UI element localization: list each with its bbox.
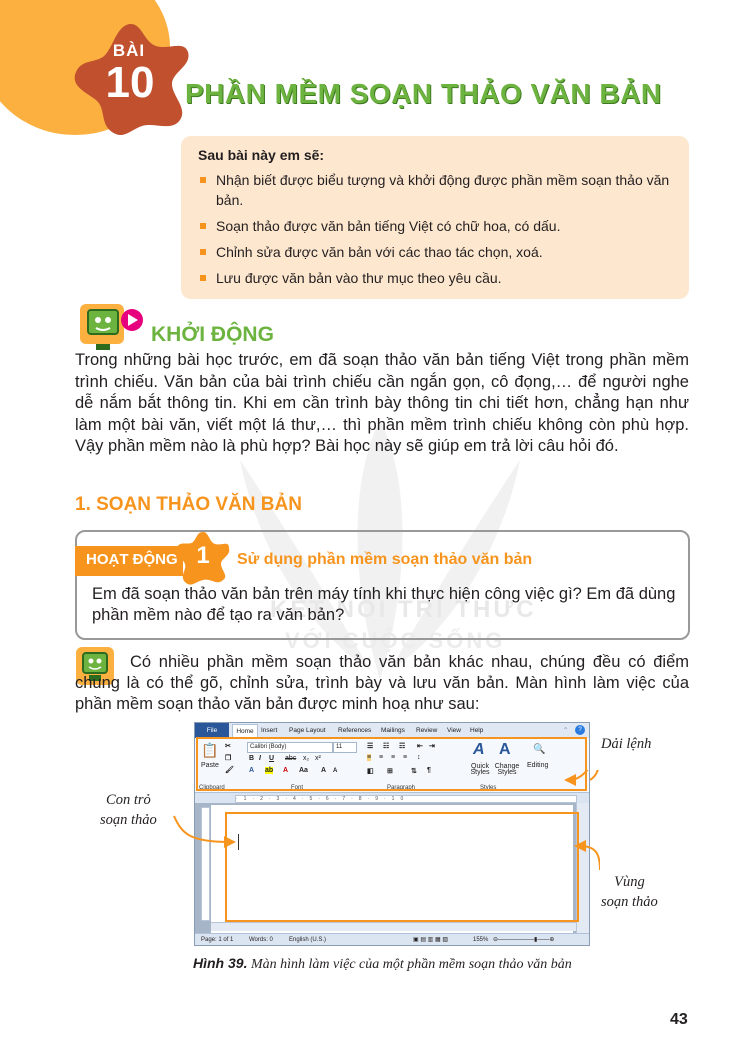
callout-area-line2: soạn thảo (601, 894, 658, 910)
group-paragraph: Paragraph (387, 785, 416, 791)
highlight-button[interactable]: ab (265, 767, 274, 774)
copy-icon[interactable]: ❐ (225, 755, 232, 762)
sort-button[interactable]: ⇅ (411, 768, 417, 775)
cut-icon[interactable]: ✂ (225, 743, 231, 750)
binoculars-icon[interactable]: 🔍 (533, 744, 546, 755)
superscript-button[interactable]: x² (315, 755, 321, 762)
caption-label: Hình 39. (193, 955, 248, 971)
shrink-font-button[interactable]: A (333, 768, 338, 774)
tab-home[interactable]: Home (232, 724, 258, 739)
line-spacing-button[interactable]: ↕ (417, 754, 421, 761)
page-number: 43 (670, 1011, 688, 1028)
decrease-indent-button[interactable]: ⇤ (417, 743, 423, 750)
objectives-heading: Sau bài này em sẽ: (198, 147, 325, 163)
quick-styles-button[interactable]: Quick Styles (470, 763, 490, 776)
view-buttons[interactable]: ▣ ▤ ▥ ▦ ▧ (413, 937, 449, 943)
strikethrough-button[interactable]: abc (285, 755, 297, 762)
callout-ribbon: Dải lệnh (601, 736, 652, 752)
paste-button[interactable]: Paste (201, 762, 219, 769)
callout-arrows (160, 770, 600, 890)
bold-button[interactable]: B (249, 755, 255, 762)
tab-file[interactable]: File (195, 723, 229, 738)
tab-help[interactable]: Help (470, 727, 484, 734)
objective-item: Soạn thảo được văn bản tiếng Việt có chữ hoa, có dấu. (198, 216, 678, 236)
caption-text: Màn hình làm việc của một phần mềm soạn thảo văn bản (247, 957, 572, 972)
ruler-scale: ·1·2·3·4·5·6·7·8·9·10 (235, 795, 577, 803)
text-effects-button[interactable]: A (249, 767, 255, 774)
callout-area-line1: Vùng (614, 874, 645, 890)
tab-page-layout[interactable]: Page Layout (289, 727, 326, 734)
intro-paragraph: Có nhiều phần mềm soạn thảo văn bản khác nhau, chúng đều có điểm chung là có thể gõ, chỉnh sửa, trình bày và lưu văn bản. Màn hình làm việc của phần mềm soạn thảo văn bản được minh hoạ như sau: (75, 653, 689, 713)
group-clipboard: Clipboard (199, 785, 225, 791)
justify-button[interactable]: ≡ (403, 754, 408, 761)
font-color-button[interactable]: A (283, 767, 289, 774)
bullets-button[interactable]: ☰ (367, 743, 374, 750)
tab-review[interactable]: Review (416, 727, 438, 734)
italic-button[interactable]: I (259, 755, 261, 762)
activity-title: Sử dụng phần mềm soạn thảo văn bản (237, 551, 533, 568)
format-painter-icon[interactable]: 🖌 (225, 767, 234, 774)
group-font: Font (291, 785, 304, 791)
font-name-select[interactable]: Calibri (Body) (247, 742, 333, 753)
figure-caption (193, 955, 653, 973)
lesson-number: 10 (105, 58, 155, 107)
borders-button[interactable]: ⊞ (387, 768, 393, 775)
horizontal-scrollbar[interactable] (211, 922, 576, 931)
status-bar (195, 933, 589, 946)
align-center-button[interactable]: ≡ (379, 754, 384, 761)
activity-number: 1 (196, 542, 210, 569)
font-size-select[interactable]: 11 (333, 742, 357, 753)
change-case-button[interactable]: Aa (299, 767, 308, 774)
callout-cursor-line2: soạn thảo (100, 812, 157, 828)
computer-mascot-icon (78, 300, 150, 354)
tab-mailings[interactable]: Mailings (381, 727, 405, 734)
minimize-ribbon-icon[interactable]: ⌃ (563, 727, 569, 734)
watermark-text: KẾT NỐI TRI THỨC (270, 596, 537, 623)
numbering-button[interactable]: ☷ (383, 743, 390, 750)
tab-view[interactable]: View (447, 727, 461, 734)
objective-item: Lưu được văn bản vào thư mục theo yêu cầu. (198, 268, 678, 288)
align-right-button[interactable]: ≡ (391, 754, 396, 761)
tab-insert[interactable]: Insert (261, 727, 278, 734)
paste-icon[interactable]: 📋 (201, 742, 219, 758)
change-styles-icon[interactable]: A (499, 741, 511, 758)
objective-item: Chỉnh sửa được văn bản với các thao tác chọn, xoá. (198, 242, 678, 262)
status-words: Words: 0 (249, 937, 273, 943)
grow-font-button[interactable]: A (321, 767, 327, 774)
zoom-slider[interactable]: ⊖——————▮——⊕ (493, 937, 555, 943)
objective-item: Nhận biết được biểu tượng và khởi động được phần mềm soạn thảo văn bản. (198, 170, 678, 210)
quick-styles-icon[interactable]: A (473, 741, 485, 758)
change-styles-button[interactable]: Change Styles (494, 763, 520, 776)
ribbon-tab-bar (195, 723, 589, 738)
activity-label: HOẠT ĐỘNG (86, 551, 178, 568)
lesson-label: BÀI (112, 41, 146, 60)
increase-indent-button[interactable]: ⇥ (429, 743, 435, 750)
underline-button[interactable]: U (269, 755, 275, 762)
align-left-button[interactable]: ≡ (367, 754, 372, 761)
arrow-cursor (174, 816, 230, 842)
status-language[interactable]: English (U.S.) (289, 937, 327, 943)
activity-text: Em đã soạn thảo văn bản trên máy tính khi thực hiện công việc gì? Em đã dùng phần mềm nào để tạo ra văn bản? (92, 585, 676, 624)
show-formatting-button[interactable]: ¶ (427, 767, 431, 774)
shading-button[interactable]: ◧ (367, 768, 374, 775)
section-title: 1. SOẠN THẢO VĂN BẢN (75, 494, 302, 515)
khoi-dong-text: Trong những bài học trước, em đã soạn thảo văn bản tiếng Việt trong phần mềm trình chiếu. Văn bản của bài trình chiếu cần ngắn gọn, cô đọng,… để người nghe dễ nắm bắt thông tin. Khi em cần trình bày thông tin chi tiết hơn, chẳng hạn như làm một bài văn, viết một lá thư,… thì phần mềm trình chiếu không còn phù hợp. Vậy phần mềm nào là phù hợp? Bài học này sẽ giúp em trả lời câu hỏi đó. (75, 351, 689, 455)
multilevel-list-button[interactable]: ☶ (399, 743, 406, 750)
editing-button[interactable]: Editing (527, 762, 549, 769)
group-styles: Styles (480, 785, 497, 791)
callout-cursor (100, 790, 157, 830)
zoom-level[interactable]: 155% (473, 937, 489, 943)
objectives-list (198, 170, 678, 294)
help-icon[interactable]: ? (575, 725, 585, 735)
khoi-dong-title: KHỞI ĐỘNG (151, 323, 274, 346)
arrow-editing-area (580, 846, 600, 870)
status-page: Page: 1 of 1 (201, 937, 234, 943)
watermark-text: VỚI CUỘC SỐNG (285, 628, 506, 653)
callout-editing-area (601, 872, 658, 912)
callout-cursor-line1: Con trỏ (106, 792, 151, 808)
lesson-title: PHẦN MỀM SOẠN THẢO VĂN BẢN (185, 78, 662, 109)
subscript-button[interactable]: x₂ (303, 755, 310, 762)
tab-references[interactable]: References (338, 727, 372, 734)
